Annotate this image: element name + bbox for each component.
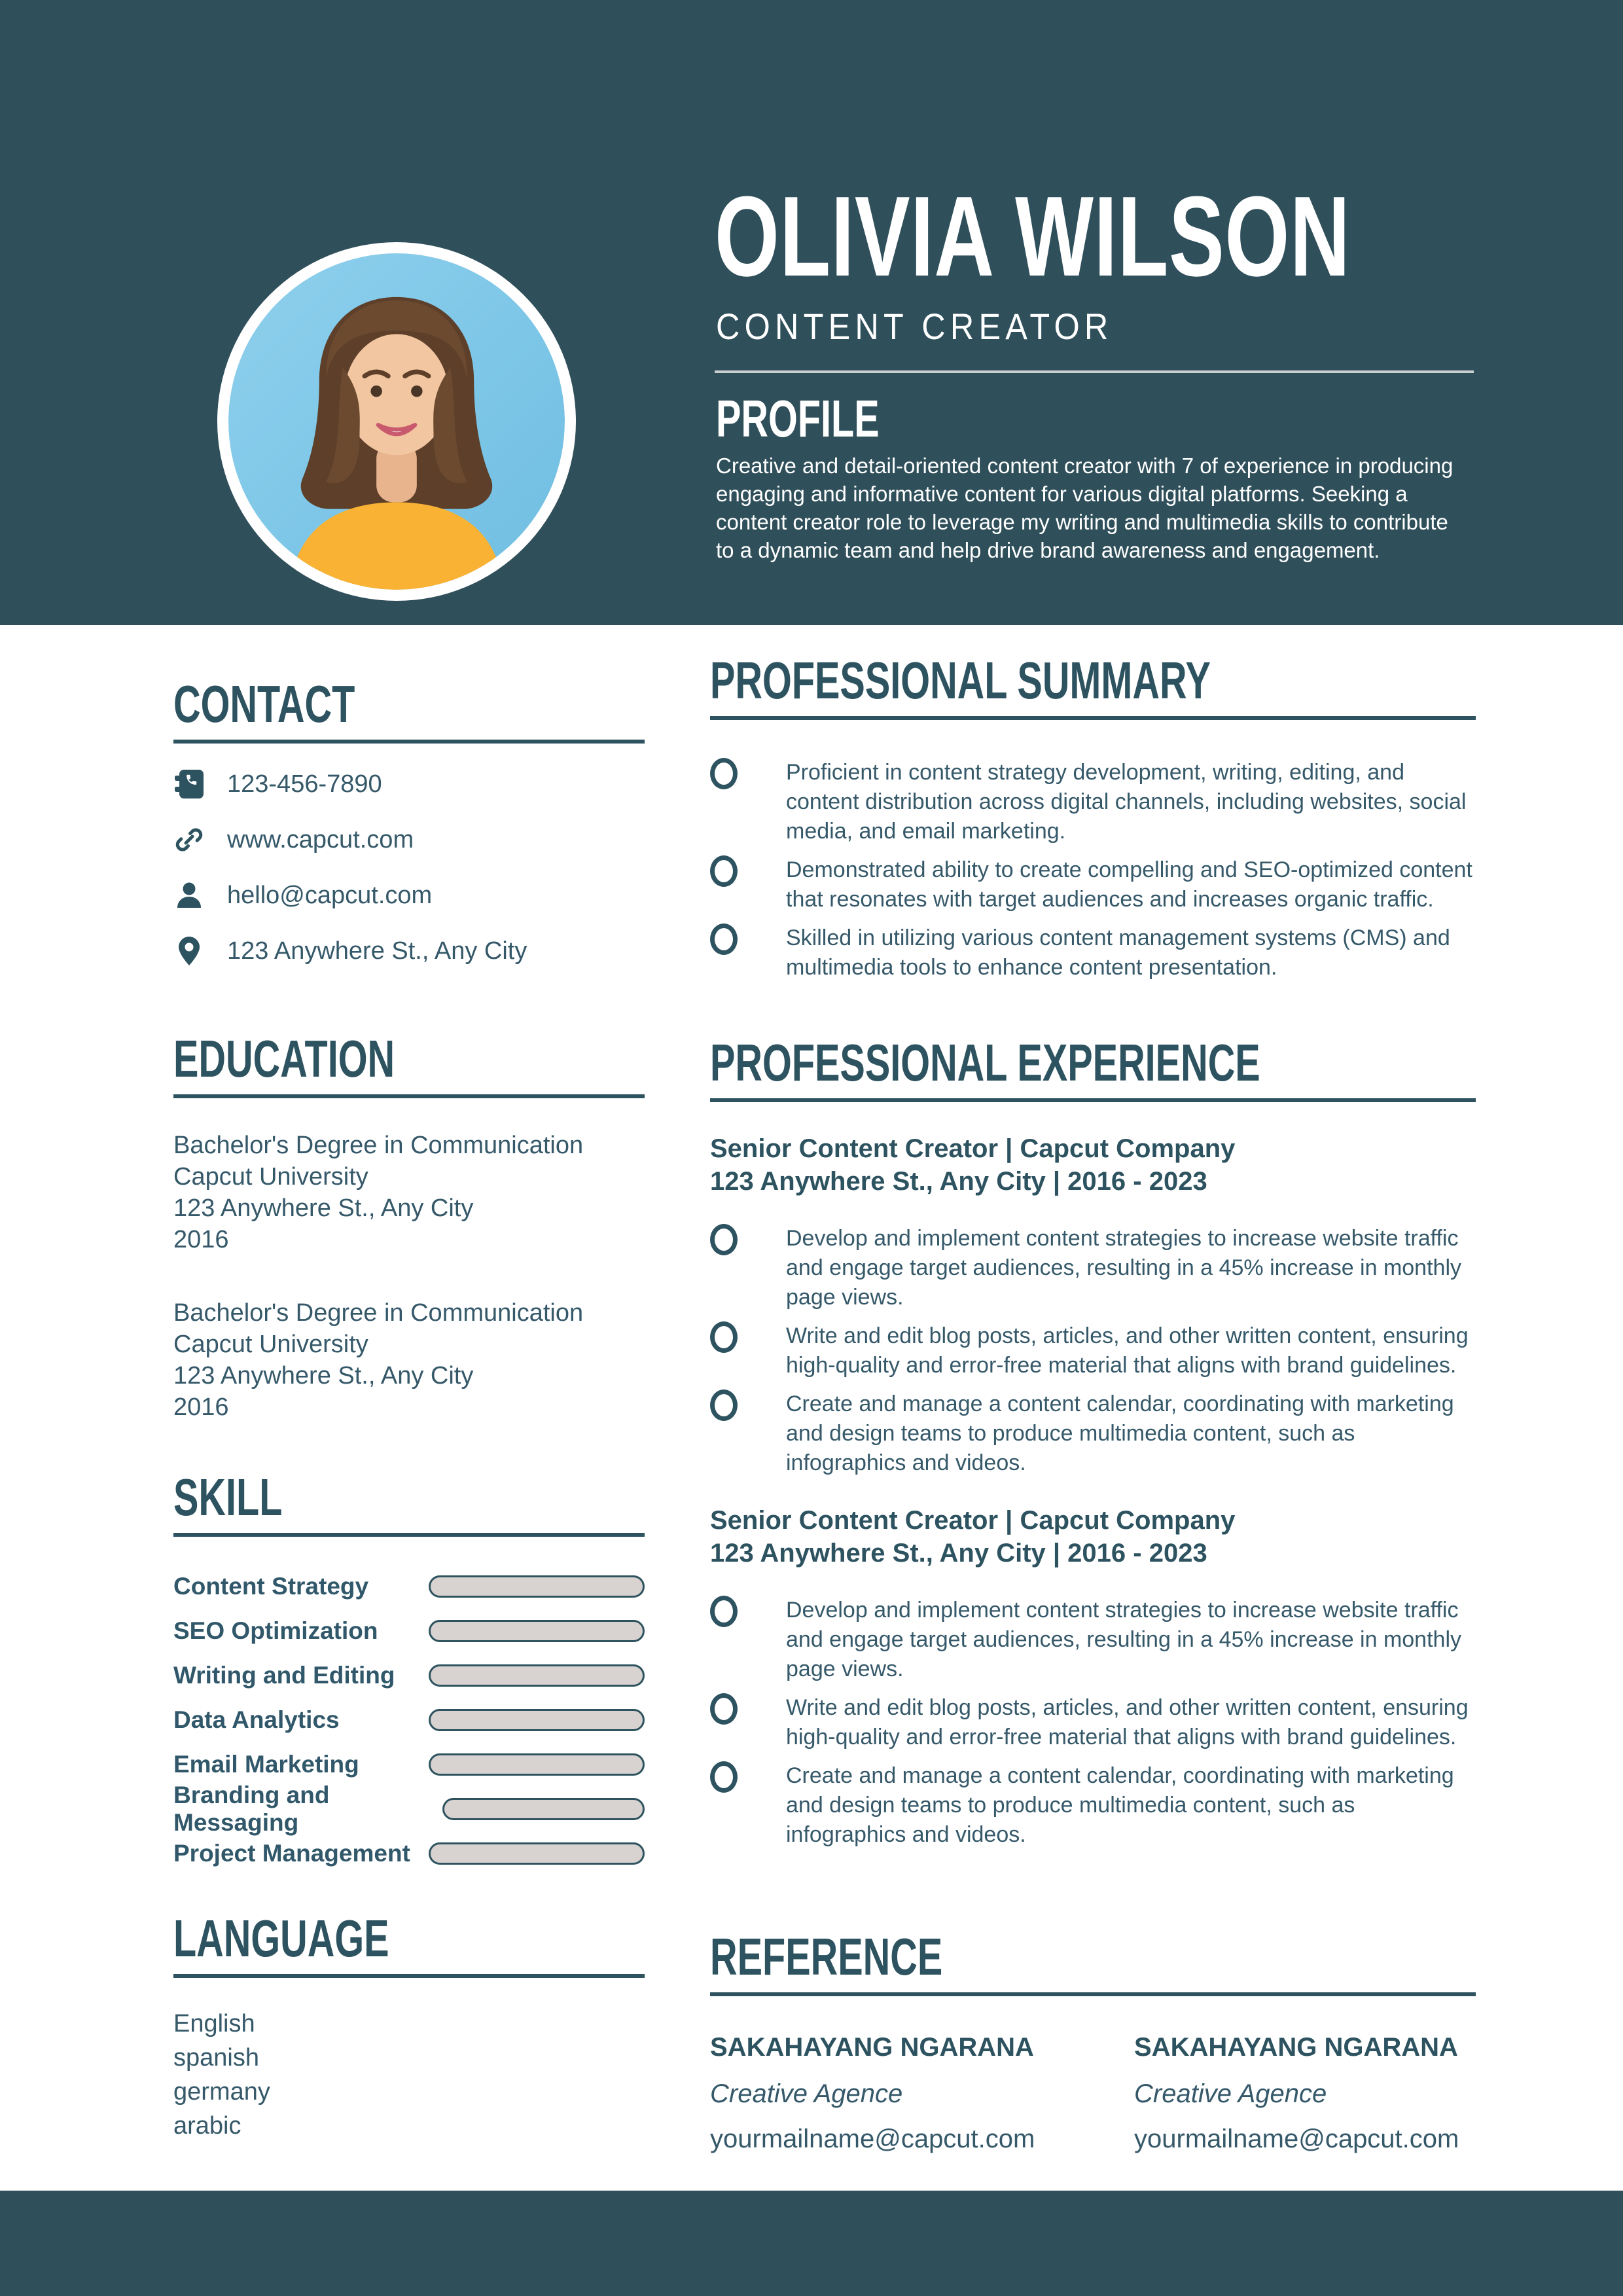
bullet-circle-icon	[710, 758, 738, 789]
skill-row	[173, 1573, 645, 1600]
education-year: 2016	[173, 1393, 229, 1421]
skill-bar	[429, 1709, 645, 1731]
education-entry	[173, 1130, 645, 1255]
link-icon	[173, 824, 205, 855]
job-bullet-text: Write and edit blog posts, articles, and other written content, ensuring high-quality and error-free material that aligns with brand guidelines.	[786, 1695, 1469, 1749]
education-school: Capcut University	[173, 1331, 368, 1358]
section-rule	[173, 1533, 645, 1537]
reference-company: Creative Agence	[1134, 2079, 1327, 2108]
skill-label: Writing and Editing	[173, 1662, 395, 1689]
education-school: Capcut University	[173, 1163, 368, 1191]
language-section	[173, 1909, 645, 2143]
list-item	[710, 924, 1476, 982]
header-divider	[715, 370, 1474, 373]
contact-website-value: www.capcut.com	[227, 825, 414, 853]
professional-summary-section	[710, 651, 1476, 982]
bullet-circle-icon	[710, 855, 738, 887]
job-role-subtitle: CONTENT CREATOR	[716, 306, 1113, 347]
list-item	[710, 1761, 1476, 1850]
job-bullet-text: Develop and implement content strategies to increase website traffic and engage target audiences, resulting in a 45% increase in monthly page views.	[786, 1598, 1462, 1681]
person-icon	[173, 880, 205, 911]
location-pin-icon	[173, 935, 205, 967]
skill-label: Content Strategy	[173, 1573, 369, 1600]
profile-paragraph: Creative and detail-oriented content creator with 7 of experience in producing engaging and informative content for various digital platforms. Seeking a content creator role to leverage my writing and multimedia skills to contribute to a dynamic team and help drive brand awareness and engagement.	[716, 454, 1454, 562]
list-item	[710, 1390, 1476, 1478]
education-address: 123 Anywhere St., Any City	[173, 1194, 474, 1222]
skill-bar	[429, 1664, 645, 1687]
language-item: germany	[173, 2078, 270, 2106]
job-bullet-text: Write and edit blog posts, articles, and other written content, ensuring high-quality and error-free material that aligns with brand guidelines.	[786, 1323, 1469, 1378]
skill-label: Project Management	[173, 1840, 410, 1867]
language-item: spanish	[173, 2044, 259, 2072]
section-rule	[173, 1974, 645, 1978]
professional-experience-heading: PROFESSIONAL EXPERIENCE	[710, 1033, 1260, 1092]
language-item: English	[173, 2010, 255, 2037]
reference-email: yourmailname@capcut.com	[1134, 2125, 1459, 2153]
summary-bullet-list	[710, 758, 1476, 982]
contact-row-website	[173, 824, 645, 855]
skill-bar	[429, 1753, 645, 1776]
summary-bullet-text: Proficient in content strategy development, writing, editing, and content distribution across digital channels, including websites, social media, and email marketing.	[786, 760, 1467, 844]
skill-row	[173, 1707, 645, 1733]
section-rule	[710, 716, 1476, 720]
experience-entry	[710, 1504, 1476, 1850]
bullet-circle-icon	[710, 924, 738, 955]
reference-name: SAKAHAYANG NGARANA	[1134, 2033, 1458, 2062]
education-degree: Bachelor's Degree in Communication	[173, 1299, 584, 1327]
profile-photo-ring	[217, 242, 576, 601]
skill-label: Branding and Messaging	[173, 1782, 330, 1836]
phone-icon	[173, 768, 205, 800]
profile-heading: PROFILE	[716, 389, 880, 448]
job-bullet-list	[710, 1596, 1476, 1850]
contact-heading: CONTACT	[173, 675, 355, 733]
bullet-circle-icon	[710, 1693, 738, 1725]
job-bullet-text: Create and manage a content calendar, coordinating with marketing and design teams to produce multimedia content, such as infographics and videos.	[786, 1391, 1454, 1475]
job-bullet-text: Create and manage a content calendar, coordinating with marketing and design teams to produce multimedia content, such as infographics and videos.	[786, 1763, 1454, 1847]
education-degree: Bachelor's Degree in Communication	[173, 1132, 584, 1159]
list-item	[710, 1321, 1476, 1380]
contact-section	[173, 675, 645, 967]
summary-bullet-text: Skilled in utilizing various content management systems (CMS) and multimedia tools to enhance content presentation.	[786, 925, 1450, 980]
education-heading: EDUCATION	[173, 1030, 395, 1088]
section-rule	[173, 740, 645, 744]
contact-list	[173, 768, 645, 967]
contact-address-value: 123 Anywhere St., Any City	[227, 937, 527, 965]
skill-list	[173, 1573, 645, 1867]
reference-name: SAKAHAYANG NGARANA	[710, 2033, 1034, 2062]
contact-row-address	[173, 935, 645, 967]
language-item: arabic	[173, 2112, 241, 2140]
contact-row-email	[173, 880, 645, 911]
skill-row	[173, 1662, 645, 1689]
job-location-dates: 123 Anywhere St., Any City | 2016 - 2023	[710, 1539, 1207, 1568]
job-bullet-list	[710, 1224, 1476, 1478]
profile-photo	[228, 253, 565, 590]
page-title-name: OLIVIA WILSON	[715, 172, 1351, 300]
professional-summary-heading: PROFESSIONAL SUMMARY	[710, 651, 1211, 709]
bullet-circle-icon	[710, 1761, 738, 1793]
professional-experience-section	[710, 1033, 1476, 1850]
skill-heading: SKILL	[173, 1468, 283, 1526]
reference-row	[710, 2033, 1476, 2154]
reference-email: yourmailname@capcut.com	[710, 2125, 1035, 2153]
footer-band	[0, 2191, 1623, 2296]
reference-entry	[1134, 2033, 1459, 2154]
education-entry	[173, 1297, 645, 1423]
skill-label: SEO Optimization	[173, 1617, 378, 1644]
skill-row	[173, 1782, 645, 1836]
skill-label: Data Analytics	[173, 1706, 340, 1733]
reference-section	[710, 1928, 1476, 2154]
job-bullet-text: Develop and implement content strategies to increase website traffic and engage target audiences, resulting in a 45% increase in monthly page views.	[786, 1226, 1462, 1310]
summary-bullet-text: Demonstrated ability to create compelling and SEO-optimized content that resonates with target audiences and increases organic traffic.	[786, 857, 1472, 912]
skill-row	[173, 1618, 645, 1644]
section-rule	[710, 1992, 1476, 1996]
contact-email-value: hello@capcut.com	[227, 881, 433, 909]
skill-row	[173, 1751, 645, 1778]
experience-entry	[710, 1132, 1476, 1478]
skill-section	[173, 1468, 645, 1867]
job-title: Senior Content Creator | Capcut Company	[710, 1506, 1236, 1535]
section-rule	[710, 1098, 1476, 1102]
skill-bar	[442, 1798, 645, 1820]
skill-bar	[429, 1842, 645, 1865]
section-rule	[173, 1094, 645, 1098]
list-item	[710, 1224, 1476, 1312]
bullet-circle-icon	[710, 1390, 738, 1421]
reference-company: Creative Agence	[710, 2079, 903, 2108]
contact-row-phone	[173, 768, 645, 800]
bullet-circle-icon	[710, 1224, 738, 1255]
job-title: Senior Content Creator | Capcut Company	[710, 1134, 1236, 1163]
list-item	[710, 855, 1476, 914]
skill-bar	[429, 1620, 645, 1642]
education-section	[173, 1030, 645, 1423]
skill-bar	[429, 1575, 645, 1598]
list-item	[710, 1596, 1476, 1684]
portrait-illustration	[228, 253, 565, 590]
skill-row	[173, 1840, 645, 1867]
list-item	[710, 758, 1476, 846]
bullet-circle-icon	[710, 1321, 738, 1353]
education-address: 123 Anywhere St., Any City	[173, 1362, 474, 1390]
language-list	[173, 2007, 645, 2143]
language-heading: LANGUAGE	[173, 1909, 389, 1967]
reference-entry	[710, 2033, 1134, 2154]
education-year: 2016	[173, 1226, 229, 1253]
contact-phone-value: 123-456-7890	[227, 770, 382, 798]
job-location-dates: 123 Anywhere St., Any City | 2016 - 2023	[710, 1167, 1207, 1196]
reference-heading: REFERENCE	[710, 1928, 943, 1986]
skill-label: Email Marketing	[173, 1751, 359, 1778]
list-item	[710, 1693, 1476, 1752]
bullet-circle-icon	[710, 1596, 738, 1627]
